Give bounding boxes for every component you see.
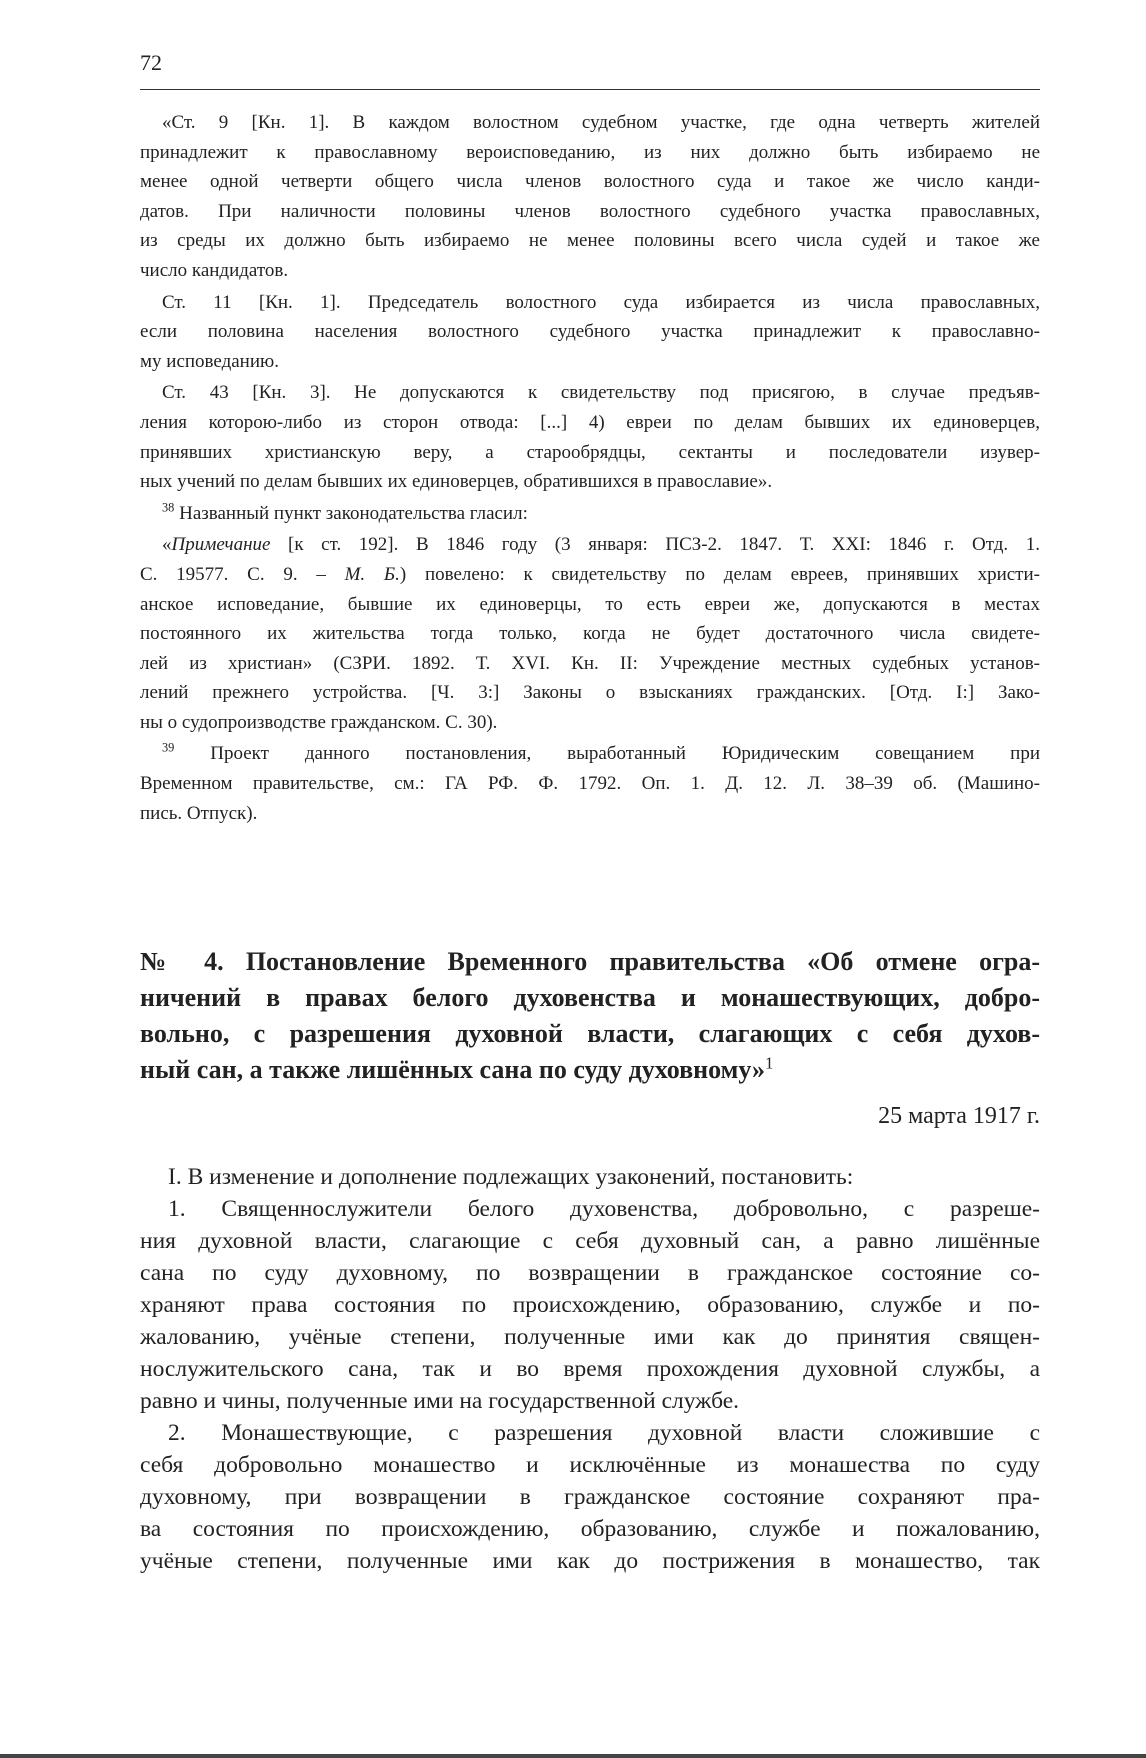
text-line: постоянного их жительства тогда только, когда не будет достаточного числа свидете-	[140, 623, 1040, 645]
text-line: 1. Священнослужители белого духовенства, добровольно, с разреше-	[168, 1196, 1040, 1222]
note-paragraph	[140, 378, 1040, 496]
text-line: если половина населения волостного судебного участка принадлежит к православно-	[140, 321, 1040, 343]
text-line: ления которою-либо из сторон отвода: [...] 4) евреи по делам бывших их единоверцев,	[140, 411, 1040, 433]
note-paragraph	[140, 288, 1040, 377]
text-line: число кандидатов.	[140, 259, 289, 281]
text-line: му исповеданию.	[140, 350, 279, 372]
text-line: учёные степени, полученные ими как до пострижения в монашество, так	[140, 1548, 1040, 1574]
text-line: духовному, при возвращении в гражданское состояние сохраняют пра-	[140, 1484, 1040, 1510]
text-line: Временном правительстве, см.: ГА РФ. Ф. 1792. Оп. 1. Д. 12. Л. 38–39 об. (Машино-	[140, 773, 1040, 795]
note-paragraph	[140, 499, 1040, 529]
text-line: датов. При наличности половины членов волостного судебного участка православных,	[140, 200, 1040, 222]
text-segment: ) повелено: к свидетельству по делам евреев, принявших христи-	[399, 563, 1040, 585]
footnotes	[140, 108, 1040, 830]
text-line: I. В изменение и дополнение подлежащих узаконений, постановить:	[168, 1164, 854, 1190]
text-line: ны о судопроизводстве гражданском. С. 30).	[140, 711, 498, 733]
document-body	[140, 1161, 1040, 1577]
text-line: Ст. 43 [Кн. 3]. Не допускаются к свидетельству под присягою, в случае предъяв-	[162, 382, 1040, 404]
text-segment: [к ст. 192]. В 1846 году (3 января: ПСЗ-2. 1847. Т. XXI: 1846 г. Отд. 1.	[270, 534, 1040, 556]
date-line: 25 марта 1917 г.	[878, 1103, 1040, 1129]
text-line: храняют права состояния по происхождению, образованию, службе и по-	[140, 1292, 1040, 1318]
text-line: $^{39}$ Проект данного постановления, выработанный Юридическим совещанием при	[162, 741, 1040, 765]
heading-line: вольно, с разрешения духовной власти, слагающих с себя духов-	[140, 1019, 1040, 1048]
text-line: лений прежнего устройства. [Ч. 3:] Законы о взысканиях гражданских. [Отд. I:] Зако-	[140, 682, 1040, 704]
body-paragraph	[140, 1417, 1040, 1577]
text-line: $^{38}$ Названный пункт законодательства гласил:	[162, 500, 528, 524]
text-line: ния духовной власти, слагающие с себя духовный сан, а равно лишённые	[140, 1228, 1040, 1254]
text-line: себя добровольно монашество и исключённые из монашества по суду	[140, 1452, 1040, 1478]
text-line: анское исповедание, бывшие их единоверцы, то есть евреи же, допускаются в местах	[140, 593, 1040, 615]
text-line: ва состояния по происхождению, образованию, службе и пожалованию,	[140, 1516, 1040, 1542]
footnote-reference[interactable]: 1	[764, 1053, 774, 1073]
page-edge	[0, 1754, 1146, 1758]
text-line: 2. Монашествующие, с разрешения духовной власти сложившие с	[168, 1420, 1040, 1446]
text-line: нослужительского сана, так и во время прохождения духовной службы, а	[140, 1356, 1040, 1382]
text-line: жалованию, учёные степени, полученные ими как до принятия священ-	[140, 1324, 1040, 1350]
document-date	[140, 1103, 1040, 1130]
document-heading	[140, 944, 1040, 1088]
text-line: «Ст. 9 [Кн. 1]. В каждом волостном судебном участке, где одна четверть жителей	[162, 112, 1040, 133]
body-paragraph	[140, 1161, 1040, 1193]
text-line	[140, 560, 1040, 590]
text-line: сана по суду духовному, по возвращении в гражданское состояние со-	[140, 1260, 1040, 1286]
text-segment: «	[162, 534, 172, 556]
note-paragraph	[140, 108, 1040, 286]
text-line: принадлежит к православному вероисповеданию, из них должно быть избираемо не	[140, 141, 1040, 163]
header-rule	[140, 89, 1040, 90]
text-segment: С. 19577. С. 9. –	[140, 563, 345, 585]
text-line: менее одной четверти общего числа членов волостного суда и такое же число канди-	[140, 171, 1040, 193]
heading-line: № 4. Постановление Временного правительства «Об отмене огра-	[140, 947, 1040, 976]
text-line: пись. Отпуск).	[140, 802, 258, 824]
note-paragraph	[140, 530, 1040, 737]
text-segment: Примечание	[171, 534, 271, 556]
text-line	[140, 530, 1040, 560]
paragraph-gap	[140, 828, 1040, 830]
footnote-number: 39	[162, 741, 175, 756]
text-segment: М. Б.	[344, 563, 400, 585]
heading-line: ничений в правах белого духовенства и монашествующих, добро-	[140, 983, 1040, 1012]
text-line: лей из христиан» (СЗРИ. 1892. Т. XVI. Кн. II: Учреждение местных судебных установ-	[140, 652, 1040, 674]
text-line: равно и чины, полученные ими на государственной службе.	[140, 1388, 740, 1414]
page-number: 72	[140, 50, 162, 75]
text-line: принявших христианскую веру, а старообрядцы, сектанты и последователи изувер-	[140, 441, 1040, 463]
text-line: ных учений по делам бывших их единоверцев, обратившихся в православие».	[140, 471, 773, 493]
text-line: из среды их должно быть избираемо не менее половины всего числа судей и такое же	[140, 230, 1040, 252]
body-paragraph	[140, 1193, 1040, 1417]
footnote-number: 38	[162, 500, 175, 515]
heading-line: ный сан, а также лишённых сана по суду духовному»$^1$	[140, 1053, 774, 1084]
note-paragraph	[140, 739, 1040, 828]
text-line: Ст. 11 [Кн. 1]. Председатель волостного суда избирается из числа православных,	[162, 291, 1040, 313]
